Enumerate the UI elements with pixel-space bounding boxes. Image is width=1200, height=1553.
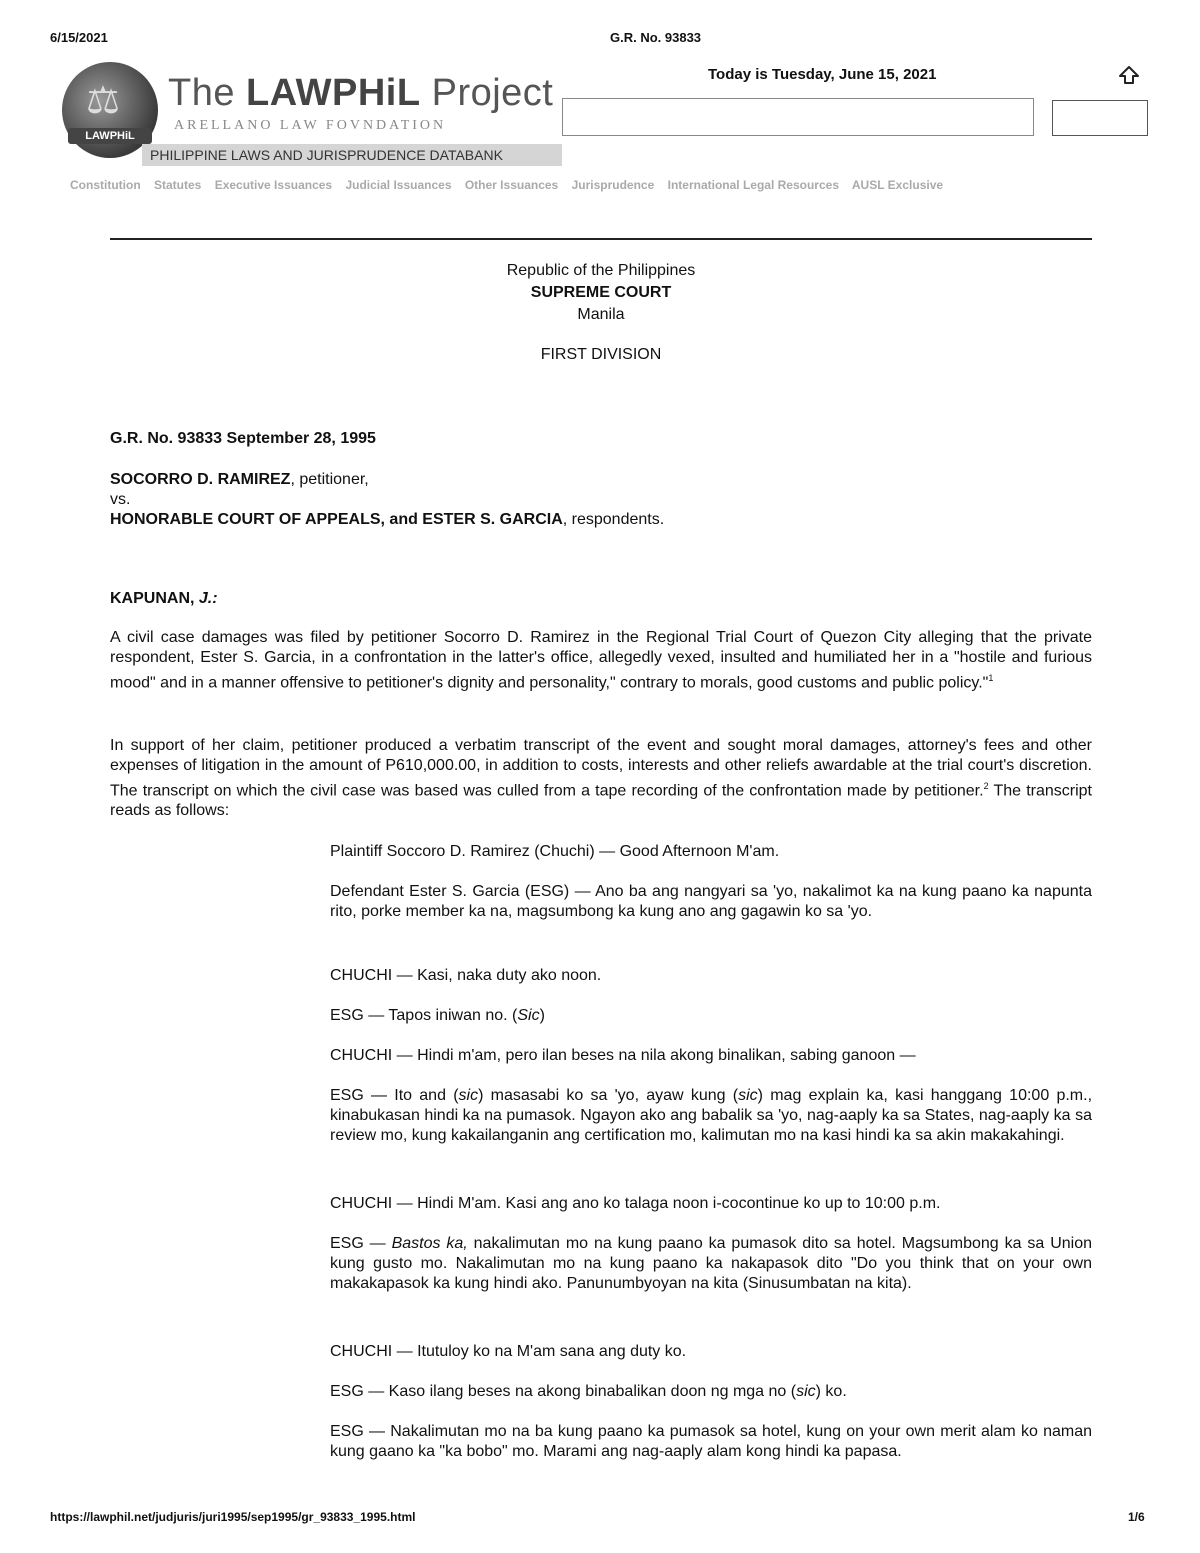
nav-link-other-issuances[interactable]: Other Issuances bbox=[464, 178, 559, 192]
transcript-line: ESG — Kaso ilang beses na akong binabalikan doon ng mga no (sic) ko. bbox=[330, 1383, 847, 1400]
ponente: KAPUNAN, J.: bbox=[110, 590, 218, 607]
transcript-line: ESG — Tapos iniwan no. (Sic) bbox=[330, 1007, 545, 1024]
paragraph: In support of her claim, petitioner produced a verbatim transcript of the event and sought moral damages, attorney's fees and other expenses of litigation in the amount of P610,000.00, in addition to costs, interests and other reliefs awardable at the trial court's discretion. The transcript on which the civil case was based was culled from a tape recording of the confrontation made by petitioner.$^2$ The transcript reads as follows: bbox=[110, 737, 1093, 820]
search-button[interactable] bbox=[1052, 100, 1148, 136]
paragraph: A civil case damages was filed by petitioner Socorro D. Ramirez in the Regional Trial Court of Quezon City alleging that the private respondent, Ester S. Garcia, in a confrontation in the latter's office, allegedly vexed, insulted and humiliated her in a "hostile and furious mood" and in a manner offensive to petitioner's dignity and personality," contrary to morals, good customs and public policy."$^1$ bbox=[110, 629, 1092, 692]
nav-link-ausl-exclusive[interactable]: AUSL Exclusive bbox=[851, 178, 944, 192]
division-heading: FIRST DIVISION bbox=[540, 346, 662, 363]
header-divider bbox=[110, 238, 1092, 240]
logo-brand: The LAWPHiL Project bbox=[168, 72, 554, 114]
search-input[interactable] bbox=[562, 98, 1034, 136]
footer-page-number: 1/6 bbox=[1128, 1510, 1145, 1524]
petitioner-name: SOCORRO D. RAMIREZ bbox=[110, 471, 291, 488]
seal-label: LAWPHiL bbox=[68, 128, 152, 144]
footer-url: https://lawphil.net/judjuris/juri1995/sep1995/gr_93833_1995.html bbox=[50, 1510, 416, 1524]
transcript-line: ESG — Bastos ka, nakalimutan mo na kung paano ka pumasok dito sa hotel. Magsumbong ka sa Union kung gusto mo. Nakalimutan mo na kung paano ka nakapasok dito "Do you think that on your own makakapasok ka kung hindi ako. Panunumbyoyan na kita (Sinusumbatan na kita). bbox=[330, 1235, 1093, 1292]
transcript-line: ESG — Nakalimutan mo na ba kung paano ka pumasok sa hotel, kung on your own merit alam ko naman kung gaano ka "ka bobo" mo. Marami ang nag-aaply alam kong hindi ka papasa. bbox=[330, 1423, 1092, 1460]
petitioner-role: , petitioner, bbox=[290, 471, 369, 488]
transcript-line: CHUCHI — Hindi m'am, pero ilan beses na nila akong binalikan, sabing ganoon — bbox=[330, 1047, 916, 1064]
print-date: 6/15/2021 bbox=[50, 30, 108, 45]
respondent-role: , respondents. bbox=[562, 511, 665, 528]
print-title: G.R. No. 93833 bbox=[610, 30, 702, 45]
today-date: Today is Tuesday, June 15, 2021 bbox=[708, 66, 937, 83]
nav-link-constitution[interactable]: Constitution bbox=[70, 178, 141, 192]
transcript-line: Plaintiff Soccoro D. Ramirez (Chuchi) — Good Afternoon M'am. bbox=[330, 843, 780, 860]
nav-link-executive-issuances[interactable]: Executive Issuances bbox=[214, 178, 333, 192]
nav-link-judicial-issuances[interactable]: Judicial Issuances bbox=[345, 178, 452, 192]
case-parties bbox=[110, 470, 1092, 530]
court-heading: SUPREME COURT bbox=[530, 284, 672, 301]
nav-link-international-legal-resources[interactable]: International Legal Resources bbox=[667, 178, 839, 192]
case-number: G.R. No. 93833 September 28, 1995 bbox=[110, 430, 376, 447]
transcript-line: CHUCHI — Hindi M'am. Kasi ang ano ko talaga noon i-cocontinue ko up to 10:00 p.m. bbox=[330, 1195, 941, 1212]
logo-foundation: ARELLANO LAW FOVNDATION bbox=[174, 118, 447, 133]
lawphil-logo[interactable] bbox=[56, 60, 562, 168]
footnote-ref[interactable]: 1 bbox=[988, 673, 994, 683]
main-nav bbox=[70, 178, 953, 192]
nav-link-statutes[interactable]: Statutes bbox=[154, 178, 202, 192]
city-heading: Manila bbox=[577, 306, 625, 323]
logo-tagline: PHILIPPINE LAWS AND JURISPRUDENCE DATABANK bbox=[142, 144, 562, 166]
versus: vs. bbox=[110, 491, 131, 508]
transcript-line: ESG — Ito and (sic) masasabi ko sa 'yo, ayaw kung (sic) mag explain ka, kasi hanggang 10:00 p.m., kinabukasan hindi ka na pumasok. Ngayon ako ang babalik sa 'yo, nag-aaply ka sa States, nag-aaply ka sa review mo, kung kakailanganin ang certification mo, kalimutan mo na kasi hindi ka sa akin makakahingi. bbox=[330, 1087, 1093, 1144]
nav-link-jurisprudence[interactable]: Jurisprudence bbox=[571, 178, 655, 192]
scales-icon: ⚖ bbox=[86, 78, 121, 122]
respondent-name: HONORABLE COURT OF APPEALS, and ESTER S. GARCIA bbox=[110, 511, 563, 528]
home-icon[interactable] bbox=[1118, 64, 1140, 86]
transcript-line: Defendant Ester S. Garcia (ESG) — Ano ba ang nangyari sa 'yo, nakalimot ka na kung paano ka napunta rito, porke member ka na, magsumbong ka kung ano ang gagawin ko sa 'yo. bbox=[330, 883, 1092, 920]
footnote-ref[interactable]: 2 bbox=[983, 781, 989, 791]
transcript-line: CHUCHI — Itutuloy ko na M'am sana ang duty ko. bbox=[330, 1343, 687, 1360]
transcript-line: CHUCHI — Kasi, naka duty ako noon. bbox=[330, 967, 602, 984]
republic-heading: Republic of the Philippines bbox=[506, 262, 696, 279]
